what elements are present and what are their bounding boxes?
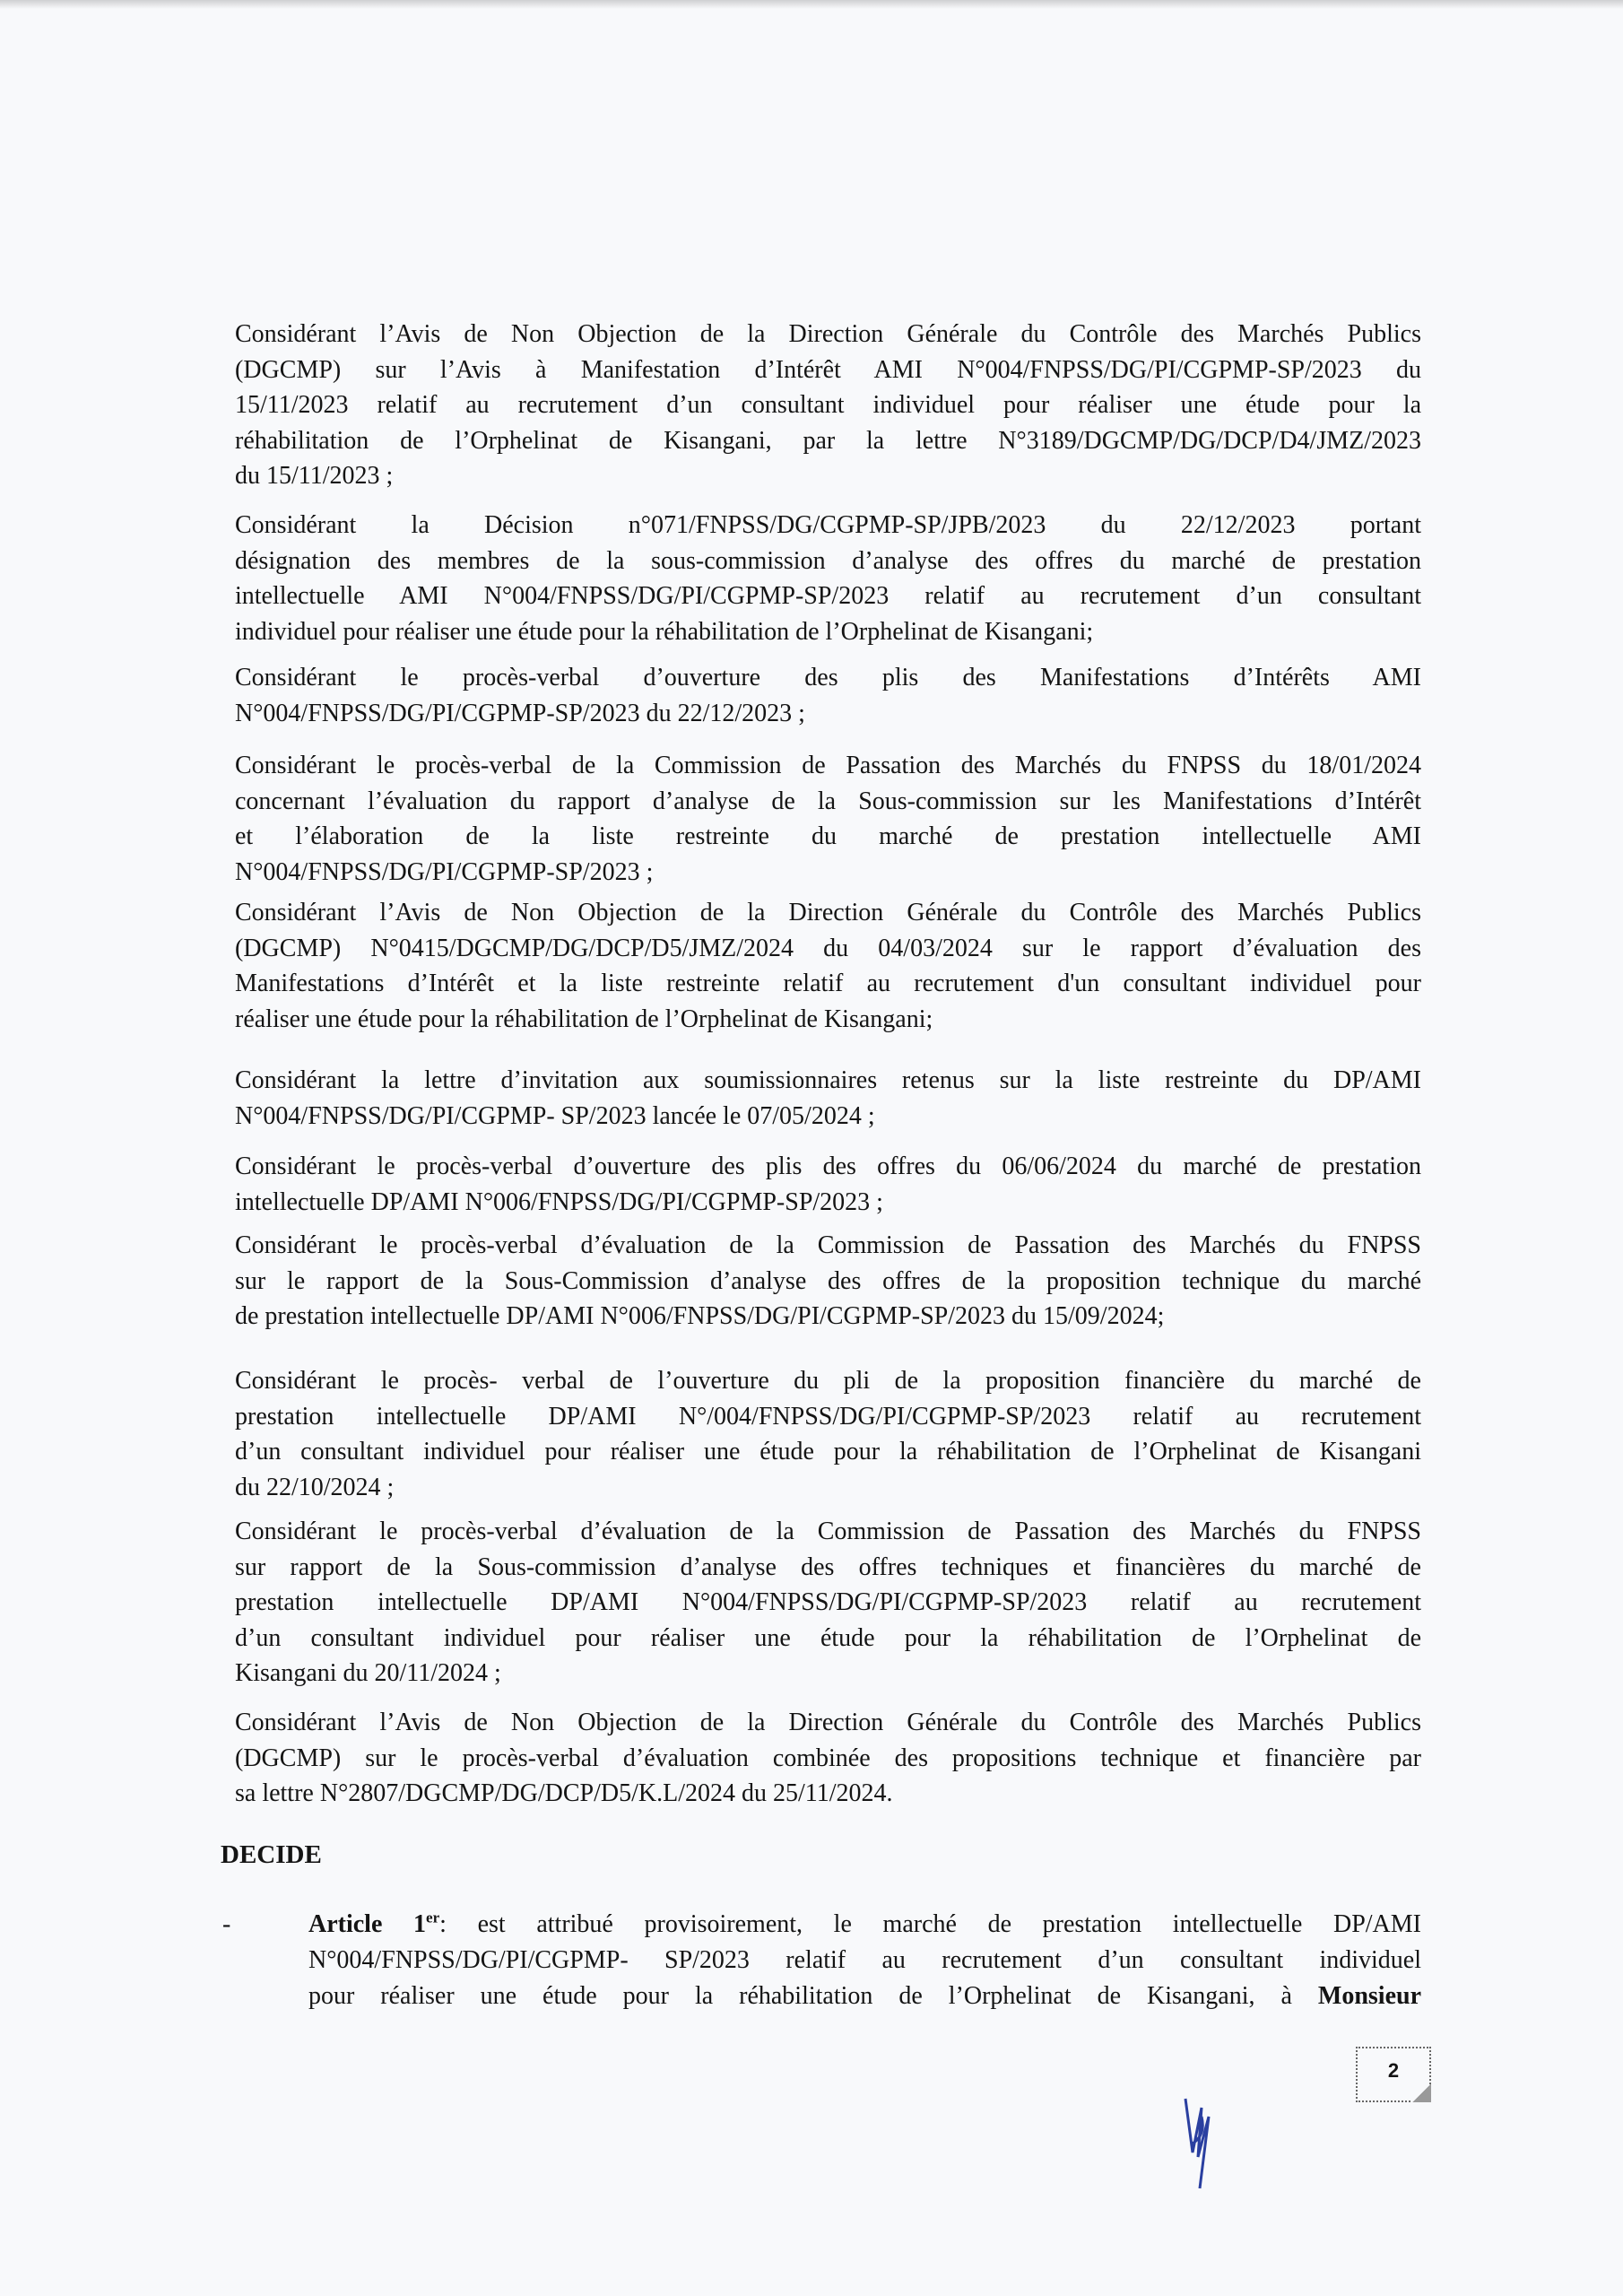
page-curl-icon	[1411, 2084, 1431, 2102]
paragraph-line: N°004/FNPSS/DG/PI/CGPMP-SP/2023 ;	[235, 857, 654, 886]
paragraph-line: Considérant la lettre d’invitation aux soumissionnaires retenus sur la liste restreinte du DP/AMI	[235, 1066, 1421, 1094]
paragraph-line: et l’élaboration de la liste restreinte du marché de prestation intellectuelle AMI	[235, 822, 1421, 850]
paragraph-line: Considérant le procès-verbal d’ouverture des plis des offres du 06/06/2024 du marché de prestation	[235, 1152, 1421, 1180]
paragraph-line: d’un consultant individuel pour réaliser une étude pour la réhabilitation de l’Orphelinat de	[235, 1623, 1421, 1652]
paragraph-line: d’un consultant individuel pour réaliser une étude pour la réhabilitation de l’Orphelinat de Kisangani	[235, 1438, 1421, 1465]
signature	[1166, 2081, 1237, 2215]
consideration-paragraph	[235, 1063, 1421, 1134]
paragraph-line: sa lettre N°2807/DGCMP/DG/DCP/D5/K.L/2024 du 25/11/2024.	[235, 1779, 893, 1807]
consideration-paragraph	[235, 1228, 1421, 1335]
paragraph-line: N°004/FNPSS/DG/PI/CGPMP-SP/2023 du 22/12/2023 ;	[235, 699, 805, 727]
consideration-paragraph	[235, 317, 1421, 494]
paragraph-line: Considérant l’Avis de Non Objection de la Direction Générale du Contrôle des Marchés Publics	[235, 320, 1421, 348]
article-recipient: Monsieur	[1317, 1982, 1421, 2010]
paragraph-line: Considérant le procès-verbal d’ouverture des plis des Manifestations d’Intérêts AMI	[235, 664, 1421, 691]
paragraph-line: du 22/10/2024 ;	[235, 1473, 395, 1501]
consideration-paragraph	[235, 748, 1421, 890]
paragraph-line: Considérant le procès-verbal de la Commission de Passation des Marchés du FNPSS du 18/01/2024	[235, 752, 1421, 779]
consideration-paragraph	[235, 1363, 1421, 1505]
article-text: pour réaliser une étude pour la réhabilitation de l’Orphelinat de Kisangani, à	[308, 1982, 1318, 2010]
paragraph-line: de prestation intellectuelle DP/AMI N°006/FNPSS/DG/PI/CGPMP-SP/2023 du 15/09/2024;	[235, 1302, 1165, 1330]
paragraph-line: individuel pour réaliser une étude pour la réhabilitation de l’Orphelinat de Kisangani;	[235, 617, 1094, 646]
consideration-paragraph	[235, 660, 1421, 731]
paragraph-line: 15/11/2023 relatif au recrutement d’un consultant individuel pour réaliser une étude pour la	[235, 391, 1421, 419]
paragraph-line: intellectuelle DP/AMI N°006/FNPSS/DG/PI/CGPMP-SP/2023 ;	[235, 1187, 883, 1216]
scan-top-edge	[0, 0, 1623, 9]
paragraph-line: (DGCMP) sur le procès-verbal d’évaluation combinée des propositions technique et financière par	[235, 1744, 1421, 1772]
paragraph-line: Considérant la Décision n°071/FNPSS/DG/CGPMP-SP/JPB/2023 du 22/12/2023 portant	[235, 511, 1421, 539]
consideration-paragraph	[235, 508, 1421, 649]
paragraph-line: désignation des membres de la sous-commission d’analyse des offres du marché de prestation	[235, 546, 1421, 575]
paragraph-line: (DGCMP) N°0415/DGCMP/DG/DCP/D5/JMZ/2024 du 04/03/2024 sur le rapport d’évaluation des	[235, 934, 1421, 962]
article-label-text: Article 1	[308, 1910, 427, 1938]
paragraph-line: intellectuelle AMI N°004/FNPSS/DG/PI/CGPMP-SP/2023 relatif au recrutement d’un consultant	[235, 582, 1421, 610]
article-line	[308, 1979, 1421, 2014]
paragraph-line: réhabilitation de l’Orphelinat de Kisangani, par la lettre N°3189/DGCMP/DG/DCP/D4/JMZ/2023	[235, 426, 1421, 455]
consideration-paragraph	[235, 1149, 1421, 1220]
paragraph-line: prestation intellectuelle DP/AMI N°/004/FNPSS/DG/PI/CGPMP-SP/2023 relatif au recrutement	[235, 1402, 1421, 1431]
consideration-paragraph	[235, 895, 1421, 1037]
paragraph-line: Considérant le procès- verbal de l’ouverture du pli de la proposition financière du marché de	[235, 1367, 1421, 1395]
paragraph-line: Considérant le procès-verbal d’évaluation de la Commission de Passation des Marchés du FNPSS	[235, 1518, 1421, 1545]
decide-heading: DECIDE	[221, 1840, 322, 1869]
paragraph-line: du 15/11/2023 ;	[235, 462, 394, 490]
page-number: 2	[1387, 2059, 1400, 2082]
paragraph-line: N°004/FNPSS/DG/PI/CGPMP- SP/2023 lancée le 07/05/2024 ;	[235, 1101, 875, 1130]
paragraph-line: sur le rapport de la Sous-Commission d’analyse des offres de la proposition technique du marché	[235, 1266, 1421, 1295]
paragraph-line: réaliser une étude pour la réhabilitation de l’Orphelinat de Kisangani;	[235, 1004, 933, 1033]
paragraph-line: prestation intellectuelle DP/AMI N°004/FNPSS/DG/PI/CGPMP-SP/2023 relatif au recrutement	[235, 1588, 1421, 1616]
consideration-paragraph	[235, 1514, 1421, 1692]
article-label-sup: er	[426, 1909, 440, 1926]
page-number-box	[1356, 2047, 1431, 2102]
paragraph-line: Manifestations d’Intérêt et la liste restreinte relatif au recrutement d'un consultant individuel pour	[235, 970, 1421, 997]
article-line	[308, 1907, 1421, 1943]
paragraph-line: Kisangani du 20/11/2024 ;	[235, 1659, 501, 1687]
paragraph-line: sur rapport de la Sous-commission d’analyse des offres techniques et financières du marché de	[235, 1552, 1421, 1581]
article-bullet: -	[222, 1910, 231, 1938]
article-line: N°004/FNPSS/DG/PI/CGPMP- SP/2023 relatif au recrutement d’un consultant individuel	[308, 1946, 1421, 1974]
article-1	[308, 1907, 1421, 2014]
paragraph-line: Considérant l’Avis de Non Objection de la Direction Générale du Contrôle des Marchés Publics	[235, 1709, 1421, 1736]
article-text: : est attribué provisoirement, le marché de prestation intellectuelle DP/AMI	[439, 1910, 1421, 1938]
article-label	[308, 1910, 439, 1938]
paragraph-line: concernant l’évaluation du rapport d’analyse de la Sous-commission sur les Manifestations d’Intérêt	[235, 787, 1421, 815]
consideration-paragraph	[235, 1705, 1421, 1812]
paragraph-line: Considérant l’Avis de Non Objection de la Direction Générale du Contrôle des Marchés Publics	[235, 899, 1421, 926]
paragraph-line: Considérant le procès-verbal d’évaluation de la Commission de Passation des Marchés du FNPSS	[235, 1231, 1421, 1259]
paragraph-line: (DGCMP) sur l’Avis à Manifestation d’Intérêt AMI N°004/FNPSS/DG/PI/CGPMP-SP/2023 du	[235, 355, 1421, 384]
